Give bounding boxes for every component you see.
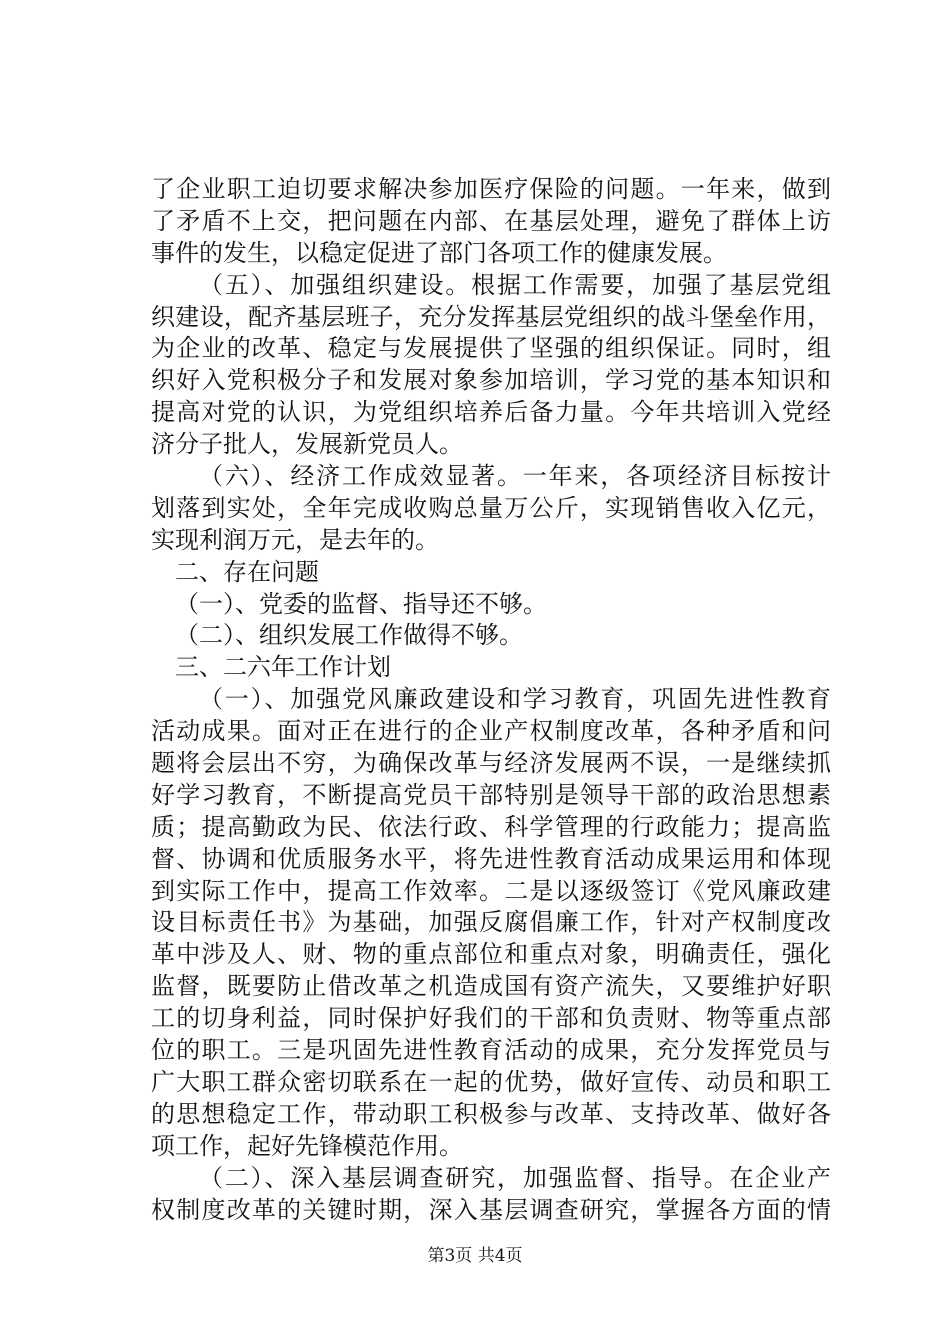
text-line: 工的切身利益，同时保护好我们的干部和负责财、物等重点部 — [151, 1004, 831, 1033]
text-line: 划落到实处，全年完成收购总量万公斤，实现销售收入亿元， — [151, 493, 831, 522]
text-line: 三、二六年工作计划 — [175, 653, 391, 682]
text-line: （二）、组织发展工作做得不够。 — [175, 621, 523, 650]
text-line: 为企业的改革、稳定与发展提供了坚强的组织保证。同时，组 — [151, 334, 831, 363]
text-line: 好学习教育，不断提高党员干部特别是领导干部的政治思想素 — [151, 780, 831, 809]
text-line: 实现利润万元，是去年的。 — [151, 525, 439, 554]
document-body — [151, 174, 831, 1226]
text-line: 织好入党积极分子和发展对象参加培训，学习党的基本知识和 — [151, 366, 831, 395]
text-line: 了企业职工迫切要求解决参加医疗保险的问题。一年来，做到 — [151, 175, 831, 203]
text-line: 事件的发生，以稳定促进了部门各项工作的健康发展。 — [151, 238, 727, 267]
text-line: 题将会层出不穷，为确保改革与经济发展两不误，一是继续抓 — [151, 749, 831, 778]
text-line: 广大职工群众密切联系在一起的优势，做好宣传、动员和职工 — [151, 1067, 831, 1096]
text-line: 督、协调和优质服务水平，将先进性教育活动成果运用和体现 — [151, 844, 831, 873]
text-line: 活动成果。面对正在进行的企业产权制度改革，各种矛盾和问 — [151, 717, 831, 746]
text-line: 权制度改革的关键时期，深入基层调查研究，掌握各方面的情 — [151, 1195, 831, 1224]
text-line: 的思想稳定工作，带动职工积极参与改革、支持改革、做好各 — [151, 1099, 831, 1128]
text-line: （五）、加强组织建设。根据工作需要，加强了基层党组 — [199, 270, 831, 299]
text-line: 革中涉及人、财、物的重点部位和重点对象，明确责任，强化 — [151, 940, 831, 969]
text-line: 二、存在问题 — [175, 557, 319, 586]
text-line: （一）、党委的监督、指导还不够。 — [175, 589, 547, 618]
text-line: 提高对党的认识，为党组织培养后备力量。今年共培训入党经 — [151, 398, 831, 427]
text-line: （一）、加强党风廉政建设和学习教育，巩固先进性教育 — [199, 685, 831, 714]
text-line: （二）、深入基层调查研究，加强监督、指导。在企业产 — [199, 1163, 831, 1192]
text-line: 项工作，起好先锋模范作用。 — [151, 1131, 463, 1160]
text-line: 位的职工。三是巩固先进性教育活动的成果，充分发挥党员与 — [151, 1036, 831, 1065]
text-line: 质；提高勤政为民、依法行政、科学管理的行政能力；提高监 — [151, 812, 831, 841]
text-line: 济分子批人，发展新党员人。 — [151, 430, 463, 459]
text-line: 织建设，配齐基层班子，充分发挥基层党组织的战斗堡垒作用， — [151, 302, 831, 331]
text-line: 到实际工作中，提高工作效率。二是以逐级签订《党风廉政建 — [151, 876, 831, 905]
text-line: 设目标责任书》为基础，加强反腐倡廉工作，针对产权制度改 — [151, 908, 831, 937]
text-line: 了矛盾不上交，把问题在内部、在基层处理，避免了群体上访 — [151, 206, 831, 235]
text-line: （六）、经济工作成效显著。一年来，各项经济目标按计 — [199, 462, 831, 491]
page-footer: 第3页 共4页 — [427, 1246, 523, 1266]
text-line: 监督，既要防止借改革之机造成国有资产流失，又要维护好职 — [151, 972, 831, 1001]
